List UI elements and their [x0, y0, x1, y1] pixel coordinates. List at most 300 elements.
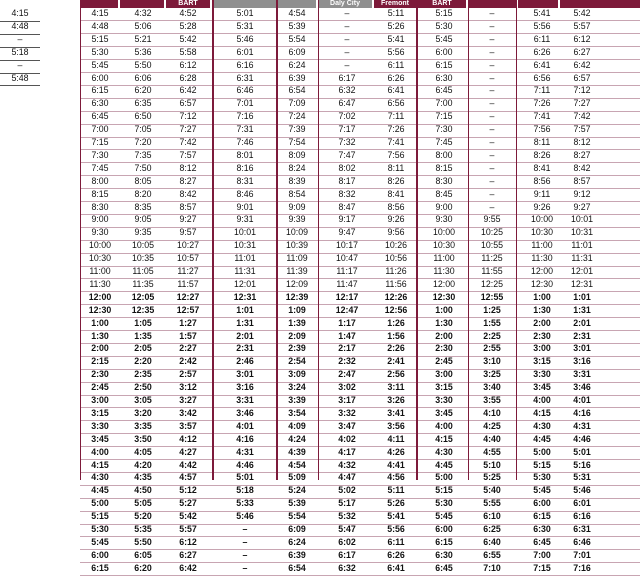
time-cell: 7:54 — [288, 137, 306, 147]
time-cell: 6:12 — [573, 33, 591, 44]
time-cell: 4:00 — [533, 395, 551, 405]
time-cell: 6:32 — [338, 85, 356, 96]
time-cell: 9:55 — [483, 214, 501, 225]
time-cell: 5:06 — [134, 20, 152, 31]
time-cell: 9:26 — [387, 214, 405, 225]
time-cell: 7:27 — [573, 98, 591, 109]
time-cell: 4:57 — [179, 472, 197, 483]
time-cell: 9:11 — [533, 188, 551, 199]
time-cell: 3:02 — [338, 382, 356, 393]
time-cell: 3:16 — [573, 356, 591, 367]
time-cell: 8:15 — [91, 188, 109, 199]
time-cell: 8:16 — [236, 162, 254, 173]
time-cell: 6:02 — [338, 536, 356, 547]
time-cell: 3:39 — [288, 395, 306, 405]
time-cell: 6:45 — [533, 536, 551, 547]
time-cell: 5:35 — [134, 524, 152, 534]
time-cell: 6:25 — [483, 524, 501, 534]
time-cell: 7:15 — [533, 562, 551, 573]
time-cell: 7:45 — [435, 137, 453, 147]
time-cell: 3:24 — [288, 382, 306, 393]
time-cell: 5:58 — [179, 46, 197, 57]
time-cell: 8:26 — [533, 149, 551, 160]
time-cell: 3:30 — [91, 420, 109, 431]
time-cell: 6:28 — [179, 72, 197, 83]
time-cell: 5:11 — [387, 8, 405, 18]
time-cell: 2:50 — [134, 382, 152, 393]
time-cell: 1:17 — [338, 317, 356, 328]
time-cell: 6:15 — [435, 536, 453, 547]
time-cell: 10:01 — [570, 214, 593, 225]
header-cell: Fremont — [374, 0, 416, 8]
time-cell: 11:30 — [433, 266, 455, 276]
time-cell: 2:54 — [288, 356, 306, 367]
column-separator — [416, 0, 418, 480]
header-cell: Daly City — [318, 0, 372, 8]
time-cell: 7:17 — [338, 124, 356, 135]
time-cell: 6:17 — [338, 72, 356, 83]
time-cell: 12:00 — [432, 278, 455, 289]
time-cell: 5:46 — [236, 511, 254, 522]
time-cell: 11:39 — [286, 266, 308, 276]
time-cell: 11:57 — [177, 278, 199, 289]
column-separator — [276, 0, 278, 480]
time-cell: 5:50 — [134, 536, 152, 547]
time-cell: 6:55 — [483, 549, 501, 560]
time-cell: 6:26 — [533, 46, 551, 57]
time-cell: 6:15 — [435, 59, 453, 70]
time-cell: 7:01 — [573, 549, 591, 560]
time-cell: 2:31 — [573, 330, 591, 341]
time-cell: 6:54 — [288, 85, 306, 96]
time-cell: 8:57 — [573, 175, 591, 186]
time-cell: – — [489, 33, 495, 44]
time-cell: 3:30 — [435, 395, 453, 405]
time-cell: 2:56 — [387, 369, 405, 380]
time-cell: 12:27 — [176, 291, 200, 302]
time-cell: 5:15 — [91, 33, 109, 44]
time-cell: 8:42 — [573, 162, 591, 173]
time-cell: 5:27 — [179, 498, 197, 509]
time-cell: 3:50 — [134, 433, 152, 444]
time-cell: 5:00 — [91, 498, 109, 509]
time-cell: 6:12 — [179, 59, 197, 70]
time-cell: 11:31 — [234, 266, 256, 276]
time-cell: 4:45 — [91, 485, 109, 496]
left-fragment-line — [0, 85, 40, 86]
time-cell: 7:42 — [573, 111, 591, 122]
time-cell: 6:15 — [533, 511, 551, 522]
time-cell: 3:41 — [387, 407, 405, 418]
time-cell: 5:30 — [435, 20, 453, 31]
time-cell: 8:30 — [435, 175, 453, 186]
time-cell: – — [344, 33, 350, 44]
time-cell: 6:27 — [573, 46, 591, 57]
time-cell: 9:00 — [91, 214, 109, 225]
time-cell: 5:15 — [91, 511, 109, 522]
time-cell: 6:11 — [533, 33, 551, 44]
time-cell: 3:10 — [483, 356, 501, 367]
time-cell: 4:31 — [573, 420, 591, 431]
time-cell: – — [489, 175, 495, 186]
time-cell: 7:47 — [338, 149, 356, 160]
time-cell: 3:16 — [236, 382, 254, 393]
time-cell: 10:55 — [480, 240, 503, 251]
time-cell: 1:30 — [533, 304, 551, 315]
time-cell: 3:31 — [236, 395, 254, 405]
time-cell: 8:15 — [435, 162, 453, 173]
time-cell: 2:57 — [179, 369, 197, 380]
time-cell: 5:10 — [483, 459, 501, 470]
time-cell: 2:46 — [236, 356, 254, 367]
time-cell: 11:56 — [385, 278, 407, 289]
time-cell: 3:12 — [179, 382, 197, 393]
time-cell: 5:05 — [134, 498, 152, 509]
time-cell: 3:01 — [236, 369, 254, 380]
time-cell: 7:50 — [134, 162, 152, 173]
time-cell: 5:28 — [179, 20, 197, 31]
column-separator — [80, 0, 81, 480]
time-cell: 8:05 — [134, 175, 152, 186]
time-cell: 4:46 — [236, 459, 254, 470]
time-cell: 6:56 — [533, 72, 551, 83]
time-cell: 6:20 — [134, 85, 152, 96]
time-cell: 4:12 — [179, 433, 197, 444]
time-cell: 5:56 — [387, 46, 405, 57]
time-cell: 8:27 — [573, 149, 591, 160]
time-cell: 5:20 — [134, 511, 152, 522]
time-cell: – — [489, 20, 495, 31]
left-fragment-cell: 4:48 — [11, 20, 29, 31]
time-cell: 2:17 — [338, 343, 356, 354]
time-cell: 1:39 — [288, 317, 306, 328]
time-cell: 4:48 — [91, 20, 109, 31]
time-cell: 12:30 — [88, 304, 112, 315]
time-cell: 2:15 — [91, 356, 109, 367]
column-separator — [516, 0, 517, 480]
time-cell: 9:27 — [179, 214, 197, 225]
column-separator — [468, 0, 469, 480]
time-cell: 5:15 — [435, 485, 453, 496]
time-cell: 3:25 — [483, 369, 501, 380]
time-cell: 5:09 — [288, 472, 306, 483]
time-cell: 8:41 — [387, 188, 405, 199]
time-cell: 5:17 — [338, 498, 356, 509]
time-cell: 4:09 — [288, 420, 306, 431]
time-cell: 10:00 — [432, 227, 455, 238]
time-cell: 5:56 — [533, 20, 551, 31]
time-cell: 10:00 — [88, 240, 111, 251]
time-cell: 2:09 — [288, 330, 306, 341]
time-cell: – — [242, 524, 248, 534]
time-cell: 9:27 — [573, 201, 591, 212]
time-cell: 7:05 — [134, 124, 152, 135]
time-cell: 6:39 — [288, 72, 306, 83]
time-cell: 8:47 — [338, 201, 356, 212]
time-cell: 6:46 — [236, 85, 254, 96]
time-cell: 4:50 — [134, 485, 152, 496]
time-cell: 5:45 — [533, 485, 551, 496]
time-cell: 5:12 — [179, 485, 197, 496]
time-cell: 6:15 — [91, 85, 109, 96]
time-cell: – — [489, 59, 495, 70]
time-cell: 2:00 — [435, 330, 453, 341]
time-cell: 5:21 — [134, 33, 152, 44]
time-cell: 5:47 — [338, 524, 356, 534]
time-cell: 3:20 — [134, 407, 152, 418]
time-cell: 1:09 — [288, 304, 306, 315]
time-cell: 7:16 — [573, 562, 591, 573]
time-cell: 7:45 — [91, 162, 109, 173]
time-cell: – — [489, 98, 495, 109]
time-cell: 8:11 — [533, 137, 551, 147]
time-cell: 4:10 — [483, 407, 501, 418]
time-cell: 12:30 — [530, 278, 553, 289]
time-cell: 6:42 — [179, 562, 197, 573]
time-cell: 9:35 — [134, 227, 152, 238]
time-cell: 11:05 — [132, 266, 154, 276]
time-cell: 1:25 — [483, 304, 501, 315]
time-cell: 3:42 — [179, 407, 197, 418]
time-cell: 12:17 — [335, 291, 359, 302]
time-cell: 4:26 — [387, 446, 405, 457]
time-cell: 4:24 — [288, 433, 306, 444]
time-cell: 10:31 — [233, 240, 256, 251]
time-cell: 8:00 — [91, 175, 109, 186]
time-cell: 4:16 — [236, 433, 254, 444]
time-cell: 4:39 — [288, 446, 306, 457]
time-cell: 1:00 — [533, 291, 551, 302]
time-cell: 8:26 — [387, 175, 405, 186]
time-cell: 7:46 — [236, 137, 254, 147]
time-cell: 4:00 — [435, 420, 453, 431]
time-cell: 12:00 — [530, 266, 553, 276]
time-cell: 4:56 — [387, 472, 405, 483]
time-cell: 5:50 — [134, 59, 152, 70]
time-cell: 11:35 — [132, 278, 154, 289]
time-cell: 12:09 — [285, 278, 308, 289]
left-fragment-cell: – — [17, 59, 23, 70]
time-cell: 5:45 — [435, 33, 453, 44]
time-cell: 5:45 — [91, 59, 109, 70]
time-cell: 6:26 — [387, 72, 405, 83]
time-cell: 1:01 — [236, 304, 254, 315]
time-cell: 5:41 — [387, 511, 405, 522]
time-cell: 5:41 — [387, 33, 405, 44]
time-cell: 10:30 — [432, 240, 455, 251]
time-cell: – — [489, 188, 495, 199]
time-cell: 5:00 — [435, 472, 453, 483]
time-cell: 4:42 — [179, 459, 197, 470]
time-cell: 8:11 — [387, 162, 405, 173]
time-cell: 2:27 — [179, 343, 197, 354]
time-cell: 4:45 — [533, 433, 551, 444]
time-cell: 1:31 — [573, 304, 591, 315]
time-cell: 1:56 — [387, 330, 405, 341]
time-cell: 8:57 — [179, 201, 197, 212]
time-cell: 7:56 — [533, 124, 551, 135]
time-cell: 6:41 — [387, 562, 405, 573]
time-cell: 8:12 — [573, 137, 591, 147]
time-cell: 2:41 — [387, 356, 405, 367]
time-cell: 8:46 — [236, 188, 254, 199]
time-cell: 12:01 — [233, 278, 256, 289]
time-cell: 11:01 — [571, 240, 593, 251]
time-cell: 10:57 — [176, 253, 199, 264]
time-cell: 5:45 — [435, 511, 453, 522]
time-cell: 4:01 — [236, 420, 254, 431]
time-cell: 7:02 — [338, 111, 356, 122]
time-cell: 6:01 — [573, 498, 591, 509]
time-cell: 3:45 — [91, 433, 109, 444]
time-cell: 8:02 — [338, 162, 356, 173]
time-cell: 4:32 — [134, 8, 152, 18]
time-cell: 4:30 — [91, 472, 109, 483]
time-cell: 6:27 — [179, 549, 197, 560]
time-cell: 6:31 — [573, 524, 591, 534]
time-cell: 10:17 — [335, 240, 358, 251]
time-cell: 12:39 — [285, 291, 309, 302]
time-cell: 2:05 — [134, 343, 152, 354]
time-cell: 9:12 — [573, 188, 591, 199]
time-cell: 4:02 — [338, 433, 356, 444]
time-cell: 3:46 — [236, 407, 254, 418]
time-cell: 7:42 — [179, 137, 197, 147]
time-cell: 6:30 — [435, 72, 453, 83]
time-cell: 12:00 — [88, 291, 112, 302]
time-cell: 5:11 — [387, 485, 405, 496]
time-cell: 7:31 — [236, 124, 254, 135]
time-cell: 3:31 — [573, 369, 591, 380]
time-cell: 6:42 — [573, 59, 591, 70]
time-cell: 12:56 — [384, 304, 408, 315]
time-cell: 5:30 — [435, 498, 453, 509]
time-cell: 7:56 — [387, 149, 405, 160]
time-cell: 2:20 — [134, 356, 152, 367]
time-cell: 4:54 — [288, 8, 306, 18]
time-cell: 6:01 — [236, 46, 254, 57]
time-cell: 5:56 — [387, 524, 405, 534]
time-cell: 6:17 — [338, 549, 356, 560]
time-cell: 5:25 — [483, 472, 501, 483]
time-cell: 5:57 — [179, 524, 197, 534]
time-cell: 4:52 — [179, 8, 197, 18]
time-cell: 8:24 — [288, 162, 306, 173]
time-cell: 6:42 — [179, 85, 197, 96]
time-cell: 8:32 — [338, 188, 356, 199]
time-cell: 2:45 — [91, 382, 109, 393]
time-cell: 5:24 — [288, 485, 306, 496]
time-cell: 6:12 — [179, 536, 197, 547]
time-cell: 4:15 — [91, 8, 109, 18]
time-cell: 5:46 — [573, 485, 591, 496]
time-cell: 6:32 — [338, 562, 356, 573]
time-cell: 8:45 — [435, 188, 453, 199]
time-cell: – — [489, 8, 495, 18]
time-cell: – — [489, 201, 495, 212]
time-cell: 10:56 — [384, 253, 407, 264]
time-cell: 6:57 — [179, 98, 197, 109]
time-cell: 4:20 — [134, 459, 152, 470]
time-cell: 3:57 — [179, 420, 197, 431]
time-cell: 5:54 — [288, 33, 306, 44]
time-cell: 11:01 — [234, 253, 256, 264]
time-cell: 2:55 — [483, 343, 501, 354]
time-cell: 12:47 — [335, 304, 359, 315]
time-cell: 4:15 — [533, 407, 551, 418]
time-cell: 8:30 — [91, 201, 109, 212]
time-cell: 2:30 — [533, 330, 551, 341]
time-cell: 9:05 — [134, 214, 152, 225]
time-cell: 5:33 — [236, 498, 254, 509]
time-cell: – — [489, 46, 495, 57]
time-cell: 6:16 — [573, 511, 591, 522]
time-cell: 12:57 — [176, 304, 200, 315]
time-cell: 4:35 — [134, 472, 152, 483]
time-cell: 4:15 — [435, 433, 453, 444]
time-cell: 8:56 — [387, 201, 405, 212]
time-cell: 10:39 — [285, 240, 308, 251]
time-cell: 8:41 — [533, 162, 551, 173]
time-cell: 1:35 — [134, 330, 152, 341]
time-cell: 5:30 — [533, 472, 551, 483]
time-cell: 12:01 — [570, 266, 593, 276]
time-cell: 6:11 — [387, 59, 405, 70]
time-cell: 8:54 — [288, 188, 306, 199]
time-cell: 4:46 — [573, 433, 591, 444]
time-cell: 5:26 — [387, 20, 405, 31]
time-cell: 6:00 — [91, 72, 109, 83]
time-cell: – — [344, 8, 350, 18]
time-cell: – — [489, 149, 495, 160]
time-cell: 1:31 — [236, 317, 254, 328]
time-cell: 6:35 — [134, 98, 152, 109]
time-cell: 3:27 — [179, 395, 197, 405]
time-cell: 5:02 — [338, 485, 356, 496]
time-cell: 4:01 — [573, 395, 591, 405]
time-cell: 8:17 — [338, 175, 356, 186]
time-cell: 12:35 — [131, 304, 155, 315]
time-cell: 5:26 — [387, 498, 405, 509]
time-cell: 7:10 — [483, 562, 501, 573]
time-cell: 12:30 — [432, 291, 456, 302]
time-cell: 6:30 — [533, 524, 551, 534]
header-cell: BART — [166, 0, 210, 8]
time-cell: 10:05 — [131, 240, 154, 251]
time-cell: 2:47 — [338, 369, 356, 380]
time-cell: 3:35 — [134, 420, 152, 431]
time-cell: 1:57 — [179, 330, 197, 341]
time-cell: 9:17 — [338, 214, 356, 225]
time-cell: 3:47 — [338, 420, 356, 431]
time-cell: – — [489, 137, 495, 147]
time-cell: 4:54 — [288, 459, 306, 470]
time-cell: 10:30 — [88, 253, 111, 264]
time-cell: 7:26 — [387, 124, 405, 135]
time-cell: 6:26 — [387, 549, 405, 560]
time-cell: 1:30 — [91, 330, 109, 341]
time-cell: – — [489, 85, 495, 96]
time-cell: 5:01 — [236, 8, 254, 18]
column-separator — [212, 0, 214, 480]
time-cell: 3:17 — [338, 395, 356, 405]
time-cell: 8:12 — [179, 162, 197, 173]
time-cell: – — [344, 59, 350, 70]
time-cell: 5:45 — [91, 536, 109, 547]
time-cell: 6:30 — [435, 549, 453, 560]
time-cell: 3:45 — [533, 382, 551, 393]
time-cell: 8:31 — [236, 175, 254, 186]
